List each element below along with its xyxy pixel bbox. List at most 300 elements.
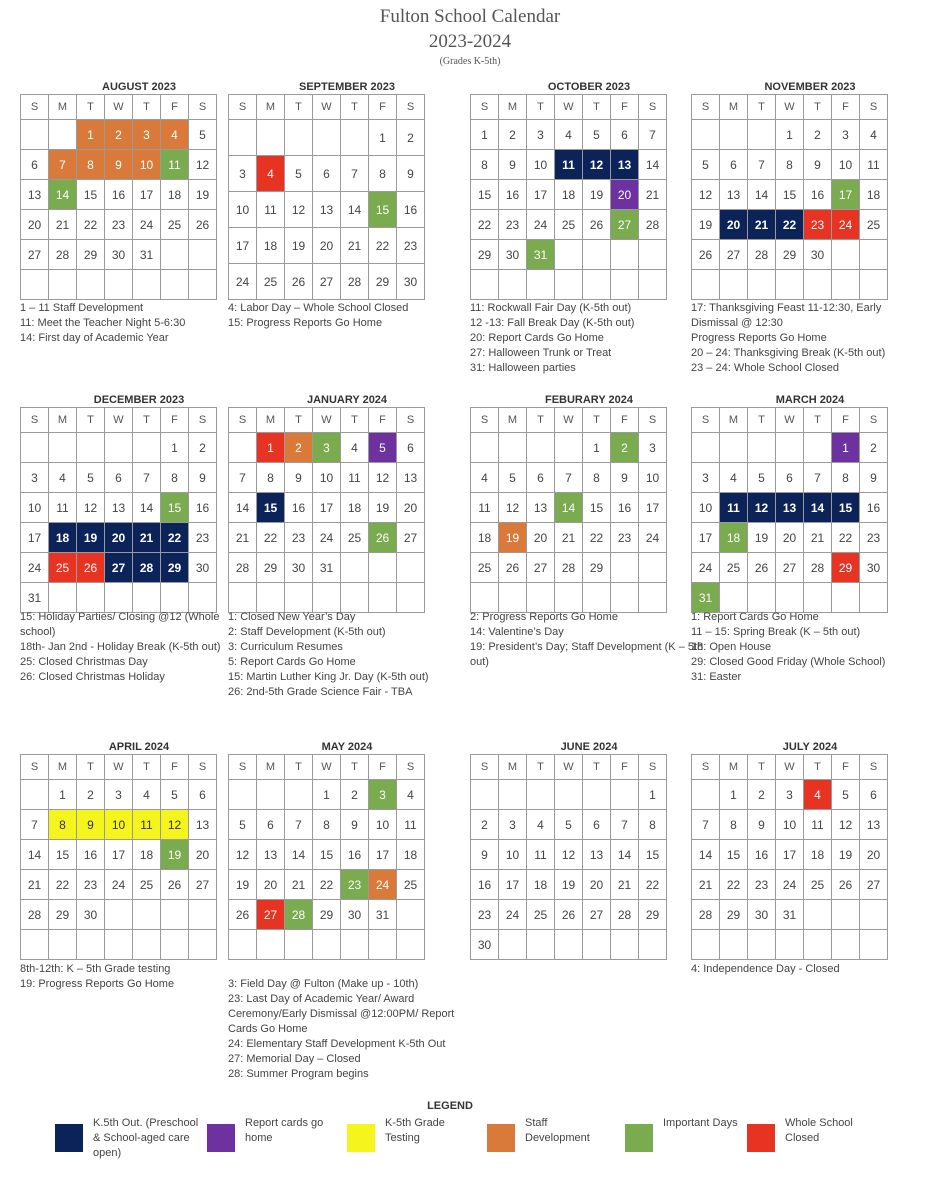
day-cell: 11 — [860, 150, 888, 180]
day-cell: 10 — [832, 150, 860, 180]
day-cell: 3 — [21, 463, 49, 493]
empty-cell — [860, 900, 888, 930]
month-notes — [691, 610, 927, 685]
day-cell: 17 — [499, 870, 527, 900]
month-name: MARCH 2024 — [775, 394, 845, 406]
empty-cell — [748, 270, 776, 300]
weekday-label: S — [21, 408, 49, 433]
note-line: 15: Progress Reports Go Home — [228, 317, 383, 329]
day-cell: 15 — [313, 840, 341, 870]
day-cell: 4 — [471, 463, 499, 493]
day-cell: 21 — [285, 870, 313, 900]
week-row — [229, 870, 425, 900]
week-row — [692, 120, 888, 150]
day-cell: 22 — [313, 870, 341, 900]
day-cell: 6 — [720, 150, 748, 180]
empty-cell — [133, 270, 161, 300]
empty-cell — [189, 240, 217, 270]
day-cell: 6 — [313, 156, 341, 192]
note-line: 19: Progress Reports Go Home — [20, 978, 175, 990]
empty-cell — [49, 120, 77, 150]
day-cell: 6 — [189, 780, 217, 810]
month-table — [691, 754, 888, 960]
note-line: 2: Progress Reports Go Home — [470, 611, 618, 623]
day-cell: 19 — [499, 523, 527, 553]
empty-cell — [583, 930, 611, 960]
day-cell: 19 — [285, 228, 313, 264]
day-cell: 18 — [860, 180, 888, 210]
week-row — [21, 270, 217, 300]
week-row — [229, 433, 425, 463]
day-cell: 3 — [527, 120, 555, 150]
day-cell: 13 — [583, 840, 611, 870]
weekday-label: W — [776, 408, 804, 433]
empty-cell — [229, 120, 257, 156]
empty-cell — [189, 270, 217, 300]
empty-cell — [471, 780, 499, 810]
week-row — [692, 270, 888, 300]
day-cell: 16 — [804, 180, 832, 210]
day-cell: 1 — [639, 780, 667, 810]
empty-cell — [804, 900, 832, 930]
day-cell: 20 — [313, 228, 341, 264]
weekday-label: S — [229, 755, 257, 780]
empty-cell — [860, 270, 888, 300]
day-cell: 31 — [369, 900, 397, 930]
month-table — [228, 407, 425, 613]
month-table — [470, 94, 667, 300]
empty-cell — [133, 930, 161, 960]
day-cell: 15 — [720, 840, 748, 870]
weekday-label: F — [161, 755, 189, 780]
note-line: 24: Elementary Staff Development K-5th Out — [228, 1038, 446, 1050]
day-cell: 30 — [804, 240, 832, 270]
note-line: 31: Easter — [691, 671, 742, 683]
day-cell: 6 — [860, 780, 888, 810]
empty-cell — [49, 433, 77, 463]
empty-cell — [21, 270, 49, 300]
month-name: APRIL 2024 — [108, 741, 170, 753]
day-cell: 17 — [369, 840, 397, 870]
day-cell: 26 — [369, 523, 397, 553]
weekday-label: W — [105, 755, 133, 780]
day-cell: 6 — [21, 150, 49, 180]
note-line: 3: Curriculum Resumes — [228, 641, 343, 653]
week-row — [692, 870, 888, 900]
day-cell: 24 — [692, 553, 720, 583]
day-cell: 27 — [257, 900, 285, 930]
week-row — [471, 870, 667, 900]
day-cell: 13 — [397, 463, 425, 493]
legend-label: Staff Development — [525, 1117, 590, 1144]
week-row — [471, 780, 667, 810]
legend-label: Important Days — [663, 1117, 738, 1129]
day-cell: 4 — [527, 810, 555, 840]
day-cell: 5 — [77, 463, 105, 493]
day-cell: 25 — [471, 553, 499, 583]
note-line: 23 – 24: Whole School Closed — [691, 362, 839, 374]
weekday-label: M — [720, 95, 748, 120]
weekday-label: F — [369, 408, 397, 433]
month-april-2024 — [20, 740, 258, 960]
month-name: NOVEMBER 2023 — [764, 81, 856, 93]
day-cell: 1 — [471, 120, 499, 150]
day-cell: 18 — [161, 180, 189, 210]
day-cell: 15 — [369, 192, 397, 228]
week-row — [471, 433, 667, 463]
empty-cell — [860, 240, 888, 270]
day-cell: 28 — [804, 553, 832, 583]
empty-cell — [397, 930, 425, 960]
day-cell: 7 — [611, 810, 639, 840]
empty-cell — [611, 270, 639, 300]
empty-cell — [189, 583, 217, 613]
week-row — [229, 900, 425, 930]
day-cell: 22 — [161, 523, 189, 553]
weekday-label: T — [527, 95, 555, 120]
month-table — [228, 754, 425, 960]
day-cell: 3 — [639, 433, 667, 463]
note-line: 20 – 24: Thanksgiving Break (K-5th out) — [691, 347, 886, 359]
weekday-label: S — [189, 408, 217, 433]
empty-cell — [692, 433, 720, 463]
day-cell: 15 — [49, 840, 77, 870]
day-cell: 8 — [257, 463, 285, 493]
day-cell: 24 — [832, 210, 860, 240]
empty-cell — [720, 120, 748, 150]
day-cell: 3 — [369, 780, 397, 810]
day-cell: 22 — [471, 210, 499, 240]
empty-cell — [77, 433, 105, 463]
day-cell: 13 — [776, 493, 804, 523]
note-line: 15: Martin Luther King Jr. Day (K-5th out) — [228, 671, 429, 683]
day-cell: 24 — [776, 870, 804, 900]
day-cell: 16 — [611, 493, 639, 523]
week-row — [229, 840, 425, 870]
day-cell: 27 — [21, 240, 49, 270]
day-cell: 22 — [583, 523, 611, 553]
empty-cell — [527, 930, 555, 960]
day-cell: 10 — [499, 840, 527, 870]
day-cell: 25 — [860, 210, 888, 240]
day-cell: 15 — [257, 493, 285, 523]
day-cell: 9 — [611, 463, 639, 493]
week-row — [471, 930, 667, 960]
month-october-2023 — [470, 80, 708, 300]
empty-cell — [692, 780, 720, 810]
day-cell: 29 — [49, 900, 77, 930]
empty-cell — [555, 240, 583, 270]
weekday-label: T — [748, 408, 776, 433]
day-cell: 17 — [21, 523, 49, 553]
empty-cell — [49, 583, 77, 613]
week-row — [21, 120, 217, 150]
empty-cell — [369, 930, 397, 960]
day-cell: 2 — [77, 780, 105, 810]
legend-swatch — [55, 1124, 83, 1152]
empty-cell — [499, 780, 527, 810]
weekday-label: W — [105, 408, 133, 433]
day-cell: 18 — [397, 840, 425, 870]
week-row — [471, 150, 667, 180]
day-cell: 18 — [555, 180, 583, 210]
day-cell: 30 — [189, 553, 217, 583]
day-cell: 15 — [832, 493, 860, 523]
weekday-label: S — [397, 95, 425, 120]
day-cell: 13 — [189, 810, 217, 840]
day-cell: 3 — [692, 463, 720, 493]
day-cell: 29 — [369, 264, 397, 300]
empty-cell — [341, 583, 369, 613]
empty-cell — [776, 270, 804, 300]
day-cell: 17 — [692, 523, 720, 553]
day-cell: 1 — [583, 433, 611, 463]
day-cell: 5 — [161, 780, 189, 810]
month-notes — [228, 301, 464, 331]
week-row — [471, 810, 667, 840]
day-cell: 19 — [748, 523, 776, 553]
day-cell: 1 — [832, 433, 860, 463]
note-line: 4: Independence Day - Closed — [691, 963, 840, 975]
day-cell: 12 — [189, 150, 217, 180]
day-cell: 10 — [639, 463, 667, 493]
month-notes — [20, 610, 256, 685]
weekday-label: S — [860, 408, 888, 433]
day-cell: 9 — [77, 810, 105, 840]
day-cell: 11 — [720, 493, 748, 523]
empty-cell — [49, 270, 77, 300]
day-cell: 17 — [133, 180, 161, 210]
weekday-label: S — [229, 95, 257, 120]
week-row — [21, 523, 217, 553]
day-cell: 30 — [471, 930, 499, 960]
day-cell: 8 — [720, 810, 748, 840]
day-cell: 7 — [748, 150, 776, 180]
empty-cell — [611, 583, 639, 613]
empty-cell — [860, 583, 888, 613]
day-cell: 15 — [471, 180, 499, 210]
empty-cell — [229, 433, 257, 463]
day-cell: 11 — [804, 810, 832, 840]
day-cell: 29 — [776, 240, 804, 270]
day-cell: 26 — [229, 900, 257, 930]
day-cell: 6 — [257, 810, 285, 840]
day-cell: 3 — [313, 433, 341, 463]
day-cell: 14 — [639, 150, 667, 180]
day-cell: 1 — [776, 120, 804, 150]
day-cell: 4 — [257, 156, 285, 192]
day-cell: 31 — [692, 583, 720, 613]
note-line: 11: Rockwall Fair Day (K-5th out) — [470, 302, 632, 314]
day-cell: 26 — [499, 553, 527, 583]
day-cell: 7 — [692, 810, 720, 840]
day-cell: 20 — [257, 870, 285, 900]
day-cell: 4 — [555, 120, 583, 150]
empty-cell — [748, 120, 776, 150]
empty-cell — [189, 930, 217, 960]
day-cell: 13 — [720, 180, 748, 210]
day-cell: 31 — [776, 900, 804, 930]
empty-cell — [341, 553, 369, 583]
weekday-label: W — [555, 95, 583, 120]
weekday-label: T — [804, 408, 832, 433]
empty-cell — [720, 583, 748, 613]
empty-cell — [860, 930, 888, 960]
day-cell: 21 — [804, 523, 832, 553]
day-cell: 9 — [105, 150, 133, 180]
month-notes — [228, 962, 464, 1082]
day-cell: 7 — [133, 463, 161, 493]
month-table — [470, 754, 667, 960]
day-cell: 10 — [313, 463, 341, 493]
day-cell: 7 — [285, 810, 313, 840]
day-cell: 20 — [860, 840, 888, 870]
day-cell: 27 — [105, 553, 133, 583]
week-row — [21, 840, 217, 870]
empty-cell — [611, 930, 639, 960]
week-row — [21, 810, 217, 840]
week-row — [229, 523, 425, 553]
day-cell: 3 — [229, 156, 257, 192]
day-cell: 29 — [313, 900, 341, 930]
empty-cell — [639, 930, 667, 960]
legend-swatch — [487, 1124, 515, 1152]
month-notes — [691, 301, 927, 376]
month-november-2023 — [691, 80, 929, 300]
day-cell: 22 — [369, 228, 397, 264]
note-line: 17: Thanksgiving Feast 11-12:30, Early Dismissal @ 12:30 — [691, 302, 882, 329]
day-cell: 13 — [860, 810, 888, 840]
empty-cell — [257, 780, 285, 810]
week-row — [229, 120, 425, 156]
day-cell: 11 — [133, 810, 161, 840]
week-row — [21, 900, 217, 930]
day-cell: 15 — [776, 180, 804, 210]
day-cell: 28 — [692, 900, 720, 930]
weekday-label: S — [397, 408, 425, 433]
week-row — [692, 583, 888, 613]
week-row — [692, 553, 888, 583]
week-row — [692, 240, 888, 270]
empty-cell — [611, 240, 639, 270]
day-cell: 6 — [611, 120, 639, 150]
week-row — [692, 840, 888, 870]
note-line: 25: Closed Christmas Day — [20, 656, 148, 668]
empty-cell — [77, 930, 105, 960]
note-line: 12 -13: Fall Break Day (K-5th out) — [470, 317, 635, 329]
day-cell: 23 — [189, 523, 217, 553]
day-cell: 29 — [720, 900, 748, 930]
note-line: 18th- Jan 2nd - Holiday Break (K-5th out) — [20, 641, 221, 653]
day-cell: 2 — [611, 433, 639, 463]
note-line: 1: Closed New Year’s Day — [228, 611, 356, 623]
note-line: Progress Reports Go Home — [691, 332, 827, 344]
empty-cell — [257, 120, 285, 156]
day-cell: 30 — [105, 240, 133, 270]
empty-cell — [555, 780, 583, 810]
day-cell: 7 — [229, 463, 257, 493]
day-cell: 22 — [257, 523, 285, 553]
week-row — [471, 583, 667, 613]
day-cell: 5 — [748, 463, 776, 493]
month-table — [691, 94, 888, 300]
day-cell: 24 — [229, 264, 257, 300]
weekday-header-row — [692, 755, 888, 780]
day-cell: 10 — [776, 810, 804, 840]
day-cell: 5 — [285, 156, 313, 192]
day-cell: 25 — [133, 870, 161, 900]
weekday-label: T — [77, 755, 105, 780]
note-line: 29: Closed Good Friday (Whole School) — [691, 656, 886, 668]
day-cell: 4 — [341, 433, 369, 463]
weekday-label: W — [313, 408, 341, 433]
day-cell: 14 — [285, 840, 313, 870]
day-cell: 21 — [21, 870, 49, 900]
month-name: JANUARY 2024 — [306, 394, 388, 406]
day-cell: 24 — [369, 870, 397, 900]
weekday-label: T — [341, 408, 369, 433]
empty-cell — [397, 583, 425, 613]
empty-cell — [555, 930, 583, 960]
day-cell: 23 — [285, 523, 313, 553]
day-cell: 25 — [49, 553, 77, 583]
day-cell: 18 — [804, 840, 832, 870]
empty-cell — [720, 270, 748, 300]
day-cell: 25 — [555, 210, 583, 240]
day-cell: 25 — [257, 264, 285, 300]
day-cell: 11 — [161, 150, 189, 180]
day-cell: 25 — [397, 870, 425, 900]
week-row — [229, 264, 425, 300]
day-cell: 9 — [189, 463, 217, 493]
day-cell: 16 — [860, 493, 888, 523]
weekday-label: T — [583, 408, 611, 433]
day-cell: 16 — [105, 180, 133, 210]
weekday-label: S — [229, 408, 257, 433]
weekday-label: M — [720, 408, 748, 433]
empty-cell — [161, 900, 189, 930]
day-cell: 24 — [133, 210, 161, 240]
empty-cell — [611, 780, 639, 810]
day-cell: 12 — [369, 463, 397, 493]
month-feburary-2024 — [470, 393, 708, 613]
day-cell: 28 — [611, 900, 639, 930]
week-row — [21, 553, 217, 583]
day-cell: 21 — [133, 523, 161, 553]
day-cell: 4 — [804, 780, 832, 810]
day-cell: 27 — [583, 900, 611, 930]
week-row — [692, 780, 888, 810]
month-may-2024 — [228, 740, 466, 960]
month-march-2024 — [691, 393, 929, 613]
week-row — [21, 780, 217, 810]
weekday-label: S — [860, 755, 888, 780]
day-cell: 22 — [49, 870, 77, 900]
empty-cell — [77, 583, 105, 613]
weekday-label: F — [161, 95, 189, 120]
day-cell: 20 — [189, 840, 217, 870]
weekday-header-row — [229, 408, 425, 433]
week-row — [692, 180, 888, 210]
week-row — [229, 810, 425, 840]
empty-cell — [285, 780, 313, 810]
empty-cell — [313, 930, 341, 960]
weekday-label: S — [189, 95, 217, 120]
day-cell: 25 — [527, 900, 555, 930]
day-cell: 6 — [776, 463, 804, 493]
weekday-label: F — [611, 95, 639, 120]
weekday-label: M — [257, 755, 285, 780]
